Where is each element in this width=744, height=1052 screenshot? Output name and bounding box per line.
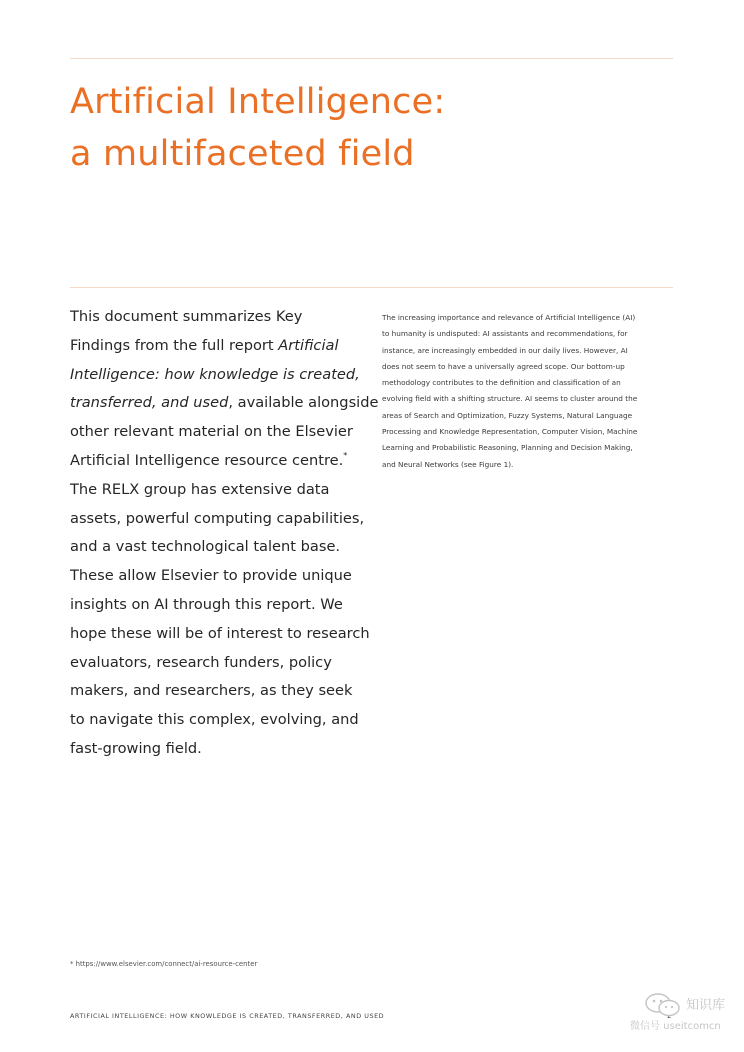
lead-line: hope these will be of interest to research bbox=[70, 624, 370, 642]
body-line: evolving field with a shifting structure. AI seems to cluster around the bbox=[382, 394, 638, 404]
section-divider bbox=[70, 287, 673, 288]
report-title-italic: Intelligence: how knowledge is created, bbox=[70, 365, 360, 383]
body-line: to humanity is undisputed: AI assistants and recommendations, for bbox=[382, 329, 628, 339]
lead-line: other relevant material on the Elsevier bbox=[70, 423, 353, 441]
lead-line bbox=[70, 361, 366, 390]
body-line: The increasing importance and relevance of Artificial Intelligence (AI) bbox=[382, 313, 636, 322]
lead-line: fast-growing field. bbox=[70, 739, 202, 757]
body-line: and Neural Networks (see Figure 1). bbox=[382, 459, 514, 469]
lead-line: assets, powerful computing capabilities, bbox=[70, 509, 365, 527]
body-line: instance, are increasingly embedded in our daily lives. However, AI bbox=[382, 345, 628, 355]
lead-text: , available alongside bbox=[228, 394, 379, 412]
lead-paragraph bbox=[70, 303, 379, 764]
wechat-icon bbox=[644, 993, 682, 1017]
title-line-1: Artificial Intelligence: bbox=[70, 82, 446, 122]
report-title-italic: Artificial bbox=[278, 336, 339, 354]
running-footer: ARTIFICIAL INTELLIGENCE: HOW KNOWLEDGE IS CREATED, TRANSFERRED, AND USED bbox=[70, 1012, 385, 1020]
title-line-2: a multifaceted field bbox=[70, 134, 415, 174]
body-line: areas of Search and Optimization, Fuzzy Systems, Natural Language bbox=[382, 410, 633, 420]
page-title bbox=[70, 76, 445, 180]
report-title-italic: transferred, and used bbox=[70, 394, 229, 412]
top-divider bbox=[70, 58, 673, 59]
footnote: * https://www.elsevier.com/connect/ai-resource-center bbox=[70, 960, 258, 968]
lead-line: The RELX group has extensive data bbox=[70, 480, 330, 498]
lead-line: and a vast technological talent base. bbox=[70, 538, 341, 556]
watermark-subtitle: 微信号 useitcomcn bbox=[630, 1021, 721, 1032]
body-paragraph bbox=[382, 310, 682, 473]
watermark-name: 知识库 bbox=[686, 998, 726, 1013]
body-line: Learning and Probabilistic Reasoning, Planning and Decision Making, bbox=[382, 443, 633, 453]
lead-line: This document summarizes Key bbox=[70, 308, 303, 325]
lead-line: insights on AI through this report. We bbox=[70, 595, 343, 613]
lead-text: Findings from the full report bbox=[70, 336, 279, 354]
lead-line: These allow Elsevier to provide unique bbox=[70, 567, 352, 585]
lead-line: makers, and researchers, as they seek bbox=[70, 682, 353, 700]
body-line: Processing and Knowledge Representation, Computer Vision, Machine bbox=[382, 427, 638, 437]
lead-line: evaluators, research funders, policy bbox=[70, 653, 332, 671]
body-line: does not seem to have a universally agreed scope. Our bottom-up bbox=[382, 361, 625, 371]
lead-line bbox=[70, 447, 366, 476]
watermark bbox=[630, 993, 740, 1035]
lead-line bbox=[70, 389, 379, 418]
lead-line: to navigate this complex, evolving, and bbox=[70, 711, 359, 729]
body-line: methodology contributes to the definition and classification of an bbox=[382, 378, 621, 388]
lead-line bbox=[70, 332, 366, 361]
lead-text: Artificial Intelligence resource centre. bbox=[70, 451, 344, 469]
footnote-marker: * bbox=[343, 450, 348, 460]
